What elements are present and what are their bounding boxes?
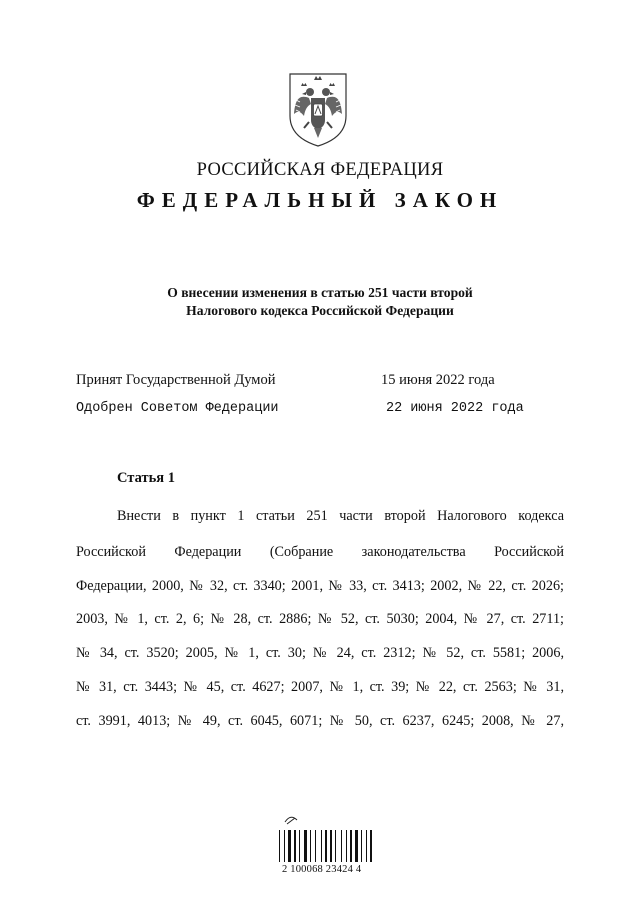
article-text-line: Федерации, 2000, № 32, ст. 3340; 2001, № 33, ст. 3413; 2002, № 22, ст. 2026; bbox=[76, 578, 564, 594]
law-title bbox=[0, 284, 640, 320]
article-text-line: № 34, ст. 3520; 2005, № 1, ст. 30; № 24, ст. 2312; № 52, ст. 5581; 2006, bbox=[76, 645, 564, 661]
article-text-line: ст. 3991, 4013; № 49, ст. 6045, 6071; № 50, ст. 6237, 6245; 2008, № 27, bbox=[76, 713, 564, 729]
article-heading: Статья 1 bbox=[117, 470, 175, 486]
coat-of-arms-emblem bbox=[287, 70, 349, 148]
document-type: ФЕДЕРАЛЬНЫЙ ЗАКОН bbox=[136, 188, 504, 212]
duma-adoption-label: Принят Государственной Думой bbox=[76, 372, 276, 388]
council-approval-date: 22 июня 2022 года bbox=[386, 401, 524, 416]
law-title-line-2: Налогового кодекса Российской Федерации bbox=[186, 303, 454, 318]
article-text-line: № 31, ст. 3443; № 45, ст. 4627; 2007, № 1, ст. 39; № 22, ст. 2563; № 31, bbox=[76, 679, 564, 695]
article-text-line: Внести в пункт 1 статьи 251 части второй Налогового кодекса bbox=[117, 508, 564, 524]
barcode-graphic bbox=[275, 810, 377, 866]
law-title-line-1: О внесении изменения в статью 251 части второй bbox=[167, 285, 473, 300]
duma-adoption-date: 15 июня 2022 года bbox=[381, 372, 495, 388]
country-name: РОССИЙСКАЯ ФЕДЕРАЦИЯ bbox=[196, 160, 444, 180]
council-approval-label: Одобрен Советом Федерации bbox=[76, 401, 279, 416]
article-text-line: Российской Федерации (Собрание законодательства Российской bbox=[76, 544, 564, 560]
article-text-line: 2003, № 1, ст. 2, 6; № 28, ст. 2886; № 52, ст. 5030; 2004, № 27, ст. 2711; bbox=[76, 611, 564, 627]
barcode-number: 2 100068 23424 4 bbox=[282, 864, 362, 875]
